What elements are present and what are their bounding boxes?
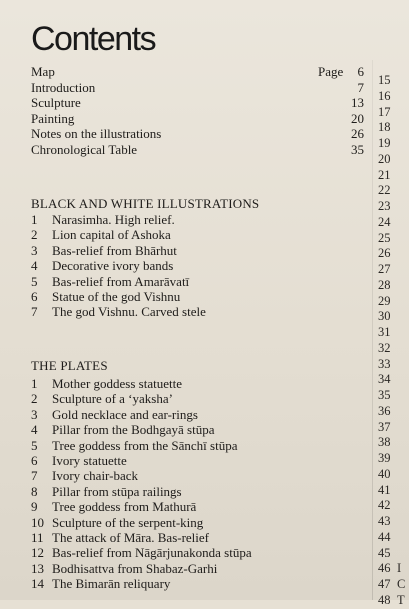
bw-illustrations-list (31, 212, 206, 320)
list-item (31, 499, 252, 514)
plate-number: 28 (378, 277, 391, 292)
plate-number: 18 (378, 120, 391, 135)
bw-illustrations-heading: BLACK AND WHITE ILLUSTRATIONS (31, 196, 260, 211)
plate-title-fragment: T (397, 592, 405, 607)
plate-number: 17 (378, 104, 391, 119)
list-item (31, 438, 252, 453)
item-text: Narasimha. High relief. (52, 212, 175, 227)
toc-row (31, 80, 364, 96)
plate-number-row (378, 262, 409, 278)
plate-number: 30 (378, 309, 391, 324)
list-item (31, 422, 252, 437)
toc-row (31, 95, 364, 111)
toc-row (31, 126, 364, 142)
item-text: Bas-relief from Bhārhut (52, 242, 177, 258)
item-number: 2 (31, 391, 38, 407)
item-text: Bas-relief from Amarāvatī (52, 273, 190, 289)
toc-label: Introduction (31, 79, 96, 95)
plate-number-row (378, 577, 409, 593)
item-text: Pillar from stūpa railings (52, 483, 182, 499)
toc-page-number: 7 (357, 79, 364, 95)
plate-number: 15 (378, 73, 391, 87)
toc-page-prefix: Page (318, 64, 344, 79)
plate-number-row (378, 120, 409, 136)
list-item (31, 545, 252, 560)
item-number: 3 (31, 406, 38, 422)
list-item (31, 468, 252, 483)
list-item (31, 274, 206, 289)
plate-number: 38 (378, 435, 391, 450)
list-item (31, 243, 206, 258)
item-number: 2 (31, 227, 38, 243)
item-number: 7 (31, 304, 38, 320)
item-number: 9 (31, 499, 38, 515)
plate-number: 48 (378, 592, 391, 607)
item-text: Gold necklace and ear-rings (52, 406, 198, 422)
list-item (31, 227, 206, 242)
plate-number-row (378, 152, 409, 168)
plate-number: 44 (378, 529, 391, 544)
plate-number-row (378, 341, 409, 357)
list-item (31, 576, 252, 591)
plate-number-row (378, 388, 409, 404)
item-number: 6 (31, 452, 38, 468)
plate-number-row (378, 483, 409, 499)
plate-number-row (378, 357, 409, 373)
plate-number: 37 (378, 419, 391, 434)
page-title: Contents (31, 20, 156, 58)
item-text: The attack of Māra. Bas-relief (52, 529, 210, 545)
plate-number-row (378, 73, 409, 89)
toc-page-number: 35 (351, 141, 364, 157)
list-item (31, 484, 252, 499)
item-text: Tree goddess from Mathurā (52, 499, 197, 515)
item-text: Statue of the god Vishnu (52, 288, 181, 304)
plate-number: 26 (378, 246, 391, 261)
plate-number: 24 (378, 214, 391, 229)
list-item (31, 561, 252, 576)
plate-number: 46 (378, 561, 391, 576)
item-text: Ivory chair-back (52, 468, 138, 484)
plate-number-row (378, 231, 409, 247)
plate-number: 41 (378, 482, 391, 497)
plate-number: 42 (378, 498, 391, 513)
list-item (31, 407, 252, 422)
plate-number: 22 (378, 183, 391, 198)
plate-number: 19 (378, 136, 391, 150)
item-text: Pillar from the Bodhgayā stūpa (52, 422, 215, 438)
item-text: The god Vishnu. Carved stele (52, 304, 206, 320)
list-item (31, 515, 252, 530)
item-text: Ivory statuette (52, 452, 127, 468)
list-item (31, 530, 252, 545)
plate-number-row (378, 215, 409, 231)
plate-number: 36 (378, 403, 391, 418)
plate-number-row (378, 89, 409, 105)
plate-number-row (378, 530, 409, 546)
plate-number-row (378, 246, 409, 262)
item-number: 7 (31, 468, 38, 484)
plate-number-row (378, 593, 409, 609)
right-plate-numbers-column (378, 73, 409, 609)
plate-number: 45 (378, 545, 391, 560)
plate-number-row (378, 168, 409, 184)
plate-number-row (378, 325, 409, 341)
item-text: The Bimarān reliquary (52, 576, 171, 592)
plate-number: 25 (378, 230, 391, 245)
item-number: 1 (31, 212, 38, 227)
plate-number: 33 (378, 356, 391, 371)
toc-page-number: 6 (357, 64, 364, 79)
toc-row (31, 64, 364, 80)
plate-number: 47 (378, 577, 391, 591)
page-gutter-shadow (372, 60, 373, 600)
plate-number-row (378, 435, 409, 451)
plate-number-row (378, 294, 409, 310)
plate-number-row (378, 467, 409, 483)
plate-number-row (378, 278, 409, 294)
item-number: 4 (31, 258, 38, 274)
plate-number-row (378, 546, 409, 562)
plate-number-row (378, 183, 409, 199)
plate-title-fragment: C (397, 577, 406, 591)
item-number: 5 (31, 437, 38, 453)
toc-row (31, 111, 364, 127)
list-item (31, 391, 252, 406)
plate-number: 39 (378, 451, 391, 465)
item-number: 12 (31, 545, 44, 561)
plate-number-row (378, 199, 409, 215)
plate-number-row (378, 561, 409, 577)
list-item (31, 289, 206, 304)
plate-number: 27 (378, 262, 391, 276)
toc-label: Notes on the illustrations (31, 126, 162, 141)
plate-number-row (378, 372, 409, 388)
item-number: 5 (31, 273, 38, 289)
plate-number: 32 (378, 340, 391, 355)
list-item (31, 258, 206, 273)
toc-page-number: 26 (351, 126, 364, 141)
plate-number: 43 (378, 514, 391, 528)
plate-number: 23 (378, 199, 391, 213)
list-item (31, 453, 252, 468)
item-number: 6 (31, 288, 38, 304)
list-item (31, 304, 206, 319)
plate-number-row (378, 105, 409, 121)
item-text: Bas-relief from Nāgārjunakonda stūpa (52, 545, 252, 561)
contents-list (31, 64, 364, 157)
item-number: 1 (31, 376, 38, 391)
list-item (31, 212, 206, 227)
plate-number: 34 (378, 372, 391, 387)
item-text: Decorative ivory bands (52, 258, 174, 274)
plates-list (31, 376, 252, 591)
item-number: 14 (31, 576, 44, 592)
toc-label: Sculpture (31, 95, 81, 110)
plates-heading: THE PLATES (31, 358, 108, 373)
plate-title-fragment: I (397, 561, 402, 576)
plate-number: 16 (378, 88, 391, 103)
item-number: 8 (31, 483, 38, 499)
item-number: 11 (31, 529, 44, 545)
item-text: Tree goddess from the Sānchī stūpa (52, 437, 238, 453)
toc-label: Chronological Table (31, 141, 138, 157)
item-number: 3 (31, 242, 38, 258)
item-number: 10 (31, 514, 44, 530)
plate-number-row (378, 498, 409, 514)
plate-number: 31 (378, 325, 391, 339)
item-text: Sculpture of the serpent-king (52, 514, 204, 530)
toc-page-number: 13 (351, 95, 364, 110)
plate-number-row (378, 514, 409, 530)
plate-number: 35 (378, 388, 391, 402)
item-text: Bodhisattva from Shabaz-Garhi (52, 560, 218, 576)
plate-number-row (378, 309, 409, 325)
list-item (31, 376, 252, 391)
plate-number-row (378, 136, 409, 152)
item-number: 13 (31, 560, 44, 576)
toc-label: Painting (31, 110, 75, 126)
plate-number-row (378, 404, 409, 420)
item-text: Lion capital of Ashoka (52, 227, 171, 243)
plate-number: 21 (378, 167, 391, 182)
toc-page-number: 20 (351, 110, 364, 126)
item-text: Sculpture of a ‘yaksha’ (52, 391, 173, 407)
toc-label: Map (31, 64, 55, 79)
plate-number: 40 (378, 466, 391, 481)
plate-number: 29 (378, 293, 391, 308)
plate-number-row (378, 420, 409, 436)
item-text: Mother goddess statuette (52, 376, 182, 391)
plate-number: 20 (378, 151, 391, 166)
plate-number-row (378, 451, 409, 467)
toc-row (31, 142, 364, 158)
item-number: 4 (31, 422, 38, 438)
